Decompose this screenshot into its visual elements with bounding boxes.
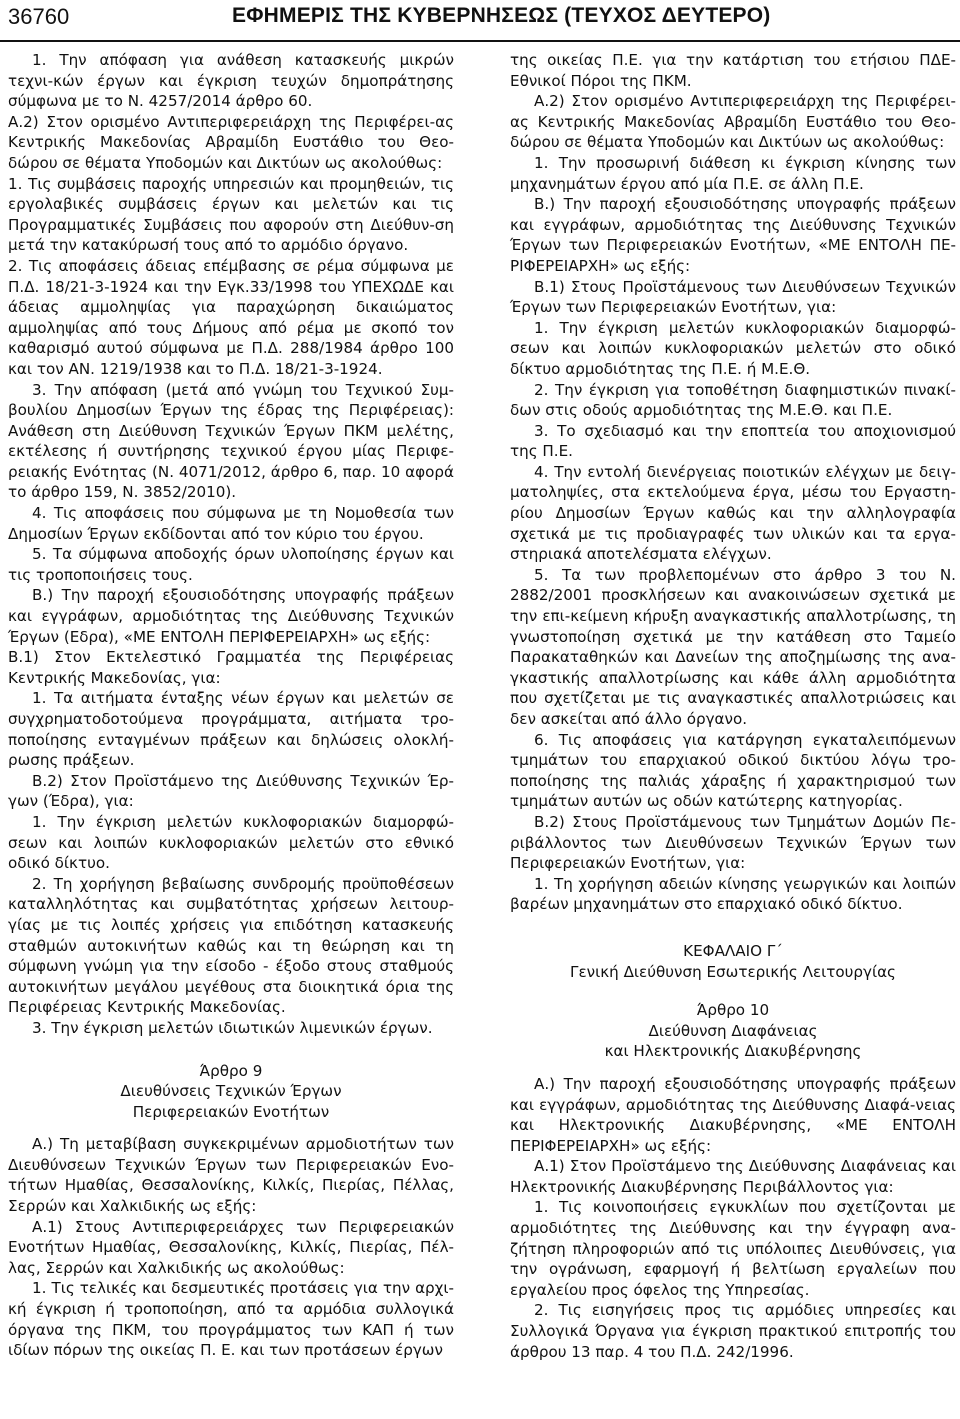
paragraph: της οικείας Π.Ε. για την κατάρτιση του ετήσιου ΠΔΕ-Εθνικοί Πόροι της ΠΚΜ. — [510, 51, 956, 90]
paragraph: Β.2) Στον Προϊστάμενο της Διεύθυνσης Τεχνικών Έρ-γων (Έδρα), για: — [8, 771, 454, 811]
paragraph: 5. Τα των προβλεπομένων στο άρθρο 3 του Ν. 2882/2001 προσκλήσεων και ανακοινώσεων σχετικά με την επι-κείμενη κήρυξη αναγκαστικής απαλλοτρίωσης, τη γνωστοποίηση σχετικά με την κατάθεση στο Ταμείο Παρακαταθηκών και Δανείων της αποζημίωσης της ανα-γκαστικής απαλλοτρίωσης και κάθε άλλη αρμοδιότητα που σχετίζεται με τις αναγκαστικές απαλλοτριώσεις και δεν ασκείται από άλλο όργανο. — [510, 565, 956, 728]
article-10-heading — [510, 1000, 956, 1062]
paragraph: 3. Την έγκριση μελετών ιδιωτικών λιμενικών έργων. — [32, 1018, 433, 1037]
paragraph: Α.) Τη μεταβίβαση συγκεκριμένων αρμοδιοτήτων των Διευθύνσεων Τεχνικών Έργων των Περιφερειακών Ενο-τήτων Ημαθίας, Θεσσαλονίκης, Κιλκίς, Πιερίας, Πέλλας, Σερρών και Χαλκιδικής ως εξής: — [8, 1135, 454, 1216]
page-header — [0, 0, 960, 42]
paragraph: 3. Το σχεδιασμό και την εποπτεία του αποχιονισμού της Π.Ε. — [510, 421, 956, 461]
journal-title: ΕΦΗΜΕΡΙΣ ΤΗΣ ΚΥΒΕΡΝΗΣΕΩΣ (ΤΕΥΧΟΣ ΔΕΥΤΕΡΟ) — [232, 4, 771, 27]
paragraph: 1. Τα αιτήματα ένταξης νέων έργων και μελετών σε συγχρηματοδοτούμενα προγράμματα, αιτήματα τρο-ποποίησης ενταγμένων πράξεων και δηλώσεις ολοκλή-ρωσης πράξεων. — [8, 689, 454, 770]
paragraph: 1. Τις κοινοποιήσεις εγκυκλίων που σχετίζονται με αρμοδιότητες της Διεύθυνσης και την έγγραφη ανα-ζήτηση πληροφοριών από τις υπόλοιπες Διευθύνσεις, για την ογράνωση, εφαρμογή ή βελτίωση εργαλείων που εργαλείου προς όφελος της Υπηρεσίας. — [510, 1198, 956, 1299]
paragraph: Β.) Την παροχή εξουσιοδότησης υπογραφής πράξεων και εγγράφων, αρμοδιότητας της Διεύθυνσης Τεχνικών Έργων των Περιφερειακών Ενοτήτων, «ΜΕ ΕΝΤΟΛΗ ΠΕ-ΡΙΦΕΡΕΙΑΡΧΗ» ως εξής: — [510, 195, 956, 275]
paragraph: 4. Τις αποφάσεις που σύμφωνα με τη Νομοθεσία των Δημοσίων Έργων εκδίδονται από τον κύριο του έργου. — [8, 504, 454, 543]
chapter-heading — [510, 941, 956, 982]
article-title: Διευθύνσεις Τεχνικών Έργων Περιφερειακών Ενοτήτων — [120, 1082, 342, 1121]
article-9-heading — [8, 1061, 454, 1123]
paragraph: Β.1) Στους Προϊστάμενους των Διευθύνσεων Τεχνικών Έργων των Περιφερειακών Ενοτήτων, για: — [510, 277, 956, 317]
left-column — [8, 50, 454, 1361]
paragraph: 1. Την απόφαση για ανάθεση κατασκευής μικρών τεχνι-κών έργων και έγκριση τευχών δημοπράτησης σύμφωνα με το Ν. 4257/2014 άρθρο 60. — [8, 51, 454, 111]
paragraph: 1. Τη χορήγηση αδειών κίνησης γεωργικών και λοιπών βαρέων μηχανημάτων στο επαρχιακό οδικό δίκτυο. — [510, 874, 956, 914]
paragraph: Α.) Την παροχή εξουσιοδότησης υπογραφής πράξεων και εγγράφων, αρμοδιότητας της Διεύθυνσης Διαφά-νειας και Ηλεκτρονικής Διακυβέρνησης, «ΜΕ ΕΝΤΟΛΗ ΠΕΡΙΦΕΡΕΙΑΡΧΗ» ως εξής: — [510, 1074, 956, 1155]
article-title: Διεύθυνση Διαφάνειας και Ηλεκτρονικής Διακυβέρνησης — [604, 1021, 862, 1061]
paragraph: Β.1) Στον Εκτελεστικό Γραμματέα της Περιφέρειας Κεντρικής Μακεδονίας, για: — [8, 648, 454, 687]
right-column — [510, 50, 956, 1362]
paragraph: 5. Τα σύμφωνα αποδοχής όρων υλοποίησης έργων και τις τροποποιήσεις τους. — [8, 545, 454, 584]
chapter-title: Γενική Διεύθυνση Εσωτερικής Λειτουργίας — [570, 962, 896, 981]
paragraph: 1. Τις τελικές και δεσμευτικές προτάσεις για την αρχι-κή έγκριση ή τροποποίηση, από τα αρμόδια συλλογικά όργανα της ΠΚΜ, του προγράμματος των ΚΑΠ ή των ιδίων πόρων της οικείας Π. Ε. και των προτάσεων έργων — [8, 1279, 454, 1360]
paragraph: Α.2) Στον ορισμένο Αντιπεριφερειάρχη της Περιφέρει-ας Κεντρικής Μακεδονίας Αβραμίδη Ευστάθιο του Θεο-δώρου σε θέματα Υποδομών και Δικτύων ως ακολούθως: — [510, 92, 956, 152]
paragraph: 2. Τις εισηγήσεις προς τις αρμόδιες υπηρεσίες και Συλλογικά Όργανα για έγκριση πρακτικού επιτροπής του άρθρου 13 παρ. 4 του Π.Δ. 242/1996. — [510, 1301, 956, 1361]
paragraph: 3. Την απόφαση (μετά από γνώμη του Τεχνικού Συμ-βουλίου Δημοσίων Έργων της έδρας της Περιφέρειας): Ανάθεση στη Διεύθυνση Τεχνικών Έργων ΠΚΜ μελέτης, εκτέλεσης ή συντήρησης τεχνικού έργου μίας Περιφε-ρειακής Ενότητας (Ν. 4071/2012, άρθρο 6, παρ. 10 αφορά το άρθρο 159, Ν. 3852/2010). — [8, 380, 454, 502]
paragraph: 1. Την προσωρινή διάθεση κι έγκριση κίνησης των μηχανημάτων έργου από μία Π.Ε. σε άλλη Π.Ε. — [510, 153, 956, 193]
paragraph: Α.1) Στον Προϊστάμενο της Διεύθυνσης Διαφάνειας και Ηλεκτρονικής Διακυβέρνησης Περιβάλλοντος για: — [510, 1157, 956, 1196]
paragraph: 2. Τη χορήγηση βεβαίωσης συνδρομής προϋποθέσεων καταλληλότητας και συμβατότητας χρήσεων λειτουρ-γίας με τις λοιπές χρήσεις για επιδότηση κατασκευής σταθμών αυτοκινήτων καθώς και τη θεώρηση και τη σύμφωνη γνώμη για την είσοδο - έξοδο στους σταθμούς αυτοκινήτων μεγάλου μεγέθους στα διοικητικά όρια της Περιφέρειας Κεντρικής Μακεδονίας. — [8, 874, 454, 1017]
paragraph: Β.2) Στους Προϊστάμενους των Τμημάτων Δομών Πε-ριβάλλοντος των Διευθύνσεων Τεχνικών Έργων των Περιφερειακών Ενοτήτων, για: — [510, 812, 956, 873]
paragraph: Α.2) Στον ορισμένο Αντιπεριφερειάρχη της Περιφέρει-ας Κεντρικής Μακεδονίας Αβραμίδη Ευστάθιο του Θεο-δώρου σε θέματα Υποδομών και Δικτύων ως ακολούθως: — [8, 112, 454, 172]
article-number: Άρθρο 9 — [199, 1061, 263, 1080]
paragraph: 1. Τις συμβάσεις παροχής υπηρεσιών και προμηθειών, τις εργολαβικές συμβάσεις έργων και μελετών και τις Προγραμματικές Συμβάσεις που αφορούν στη Διεύθυν-ση μετά την κατακύρωσή τους από το αρμόδιο όργανο. — [8, 174, 454, 255]
paragraph: 2. Τις αποφάσεις άδειας επέμβασης σε ρέμα σύμφωνα με Π.Δ. 18/21-3-1924 και την Εγκ.33/1998 του ΥΠΕΧΩΔΕ και άδειας αμμοληψίας για παραχώρηση δικαιώματος αμμοληψίας από τους Δήμους από ρέμα με σκοπό τον καθαρισμό αυτού σύμφωνα με Π.Δ. 288/1984 άρθρο 100 και τον ΑΝ. 1219/1938 και το Π.Δ. 18/21-3-1924. — [8, 256, 454, 378]
page-number: 36760 — [8, 4, 70, 29]
article-number: Άρθρο 10 — [696, 1001, 770, 1020]
paragraph: Β.) Την παροχή εξουσιοδότησης υπογραφής πράξεων και εγγράφων, αρμοδιότητας της Διεύθυνσης Τεχνικών Έργων (Εδρα), «ΜΕ ΕΝΤΟΛΗ ΠΕΡΙΦΕΡΕΙΑΡΧΗ» ως εξής: — [8, 586, 454, 646]
paragraph: 1. Την έγκριση μελετών κυκλοφοριακών διαμορφώ-σεων και λοιπών κυκλοφοριακών μελετών στο οδικό δίκτυο αρμοδιότητας της Π.Ε. ή Μ.Ε.Θ. — [510, 318, 956, 378]
paragraph: 1. Την έγκριση μελετών κυκλοφοριακών διαμορφώ-σεων και λοιπών κυκλοφοριακών μελετών στο εθνικό οδικό δίκτυο. — [8, 812, 454, 873]
paragraph: 2. Την έγκριση για τοποθέτηση διαφημιστικών πινακί-δων στις οδούς αρμοδιότητας της Μ.Ε.Θ. και Π.Ε. — [510, 380, 956, 420]
paragraph: 4. Την εντολή διενέργειας ποιοτικών ελέγχων με δειγ-ματοληψίες, στα εκτελούμενα έργα, μέσω του Εργαστη-ρίου Δημοσίων Έργων καθώς και την αλληλογραφία σχετικά με τις προδιαγραφές των υλικών και τα εργα-στηριακά αποτελέσματα ελέγχων. — [510, 462, 956, 564]
paragraph: Α.1) Στους Αντιπεριφερειάρχες των Περιφερειακών Ενοτήτων Ημαθίας, Θεσσαλονίκης, Κιλκίς, Πιερίας, Πέλ-λας, Σερρών και Χαλκιδικής ως ακολούθως: — [8, 1217, 454, 1277]
paragraph: 6. Τις αποφάσεις για κατάργηση εγκαταλειπόμενων τμημάτων του επαρχιακού οδικού δικτύου λόγω τρο-ποποίησης της παλιάς χάραξης ή χαρακτηρισμού των τμημάτων αυτών ως οδών κατώτερης κατηγορίας. — [510, 730, 956, 811]
chapter-number: ΚΕΦΑΛΑΙΟ Γ΄ — [683, 941, 783, 960]
